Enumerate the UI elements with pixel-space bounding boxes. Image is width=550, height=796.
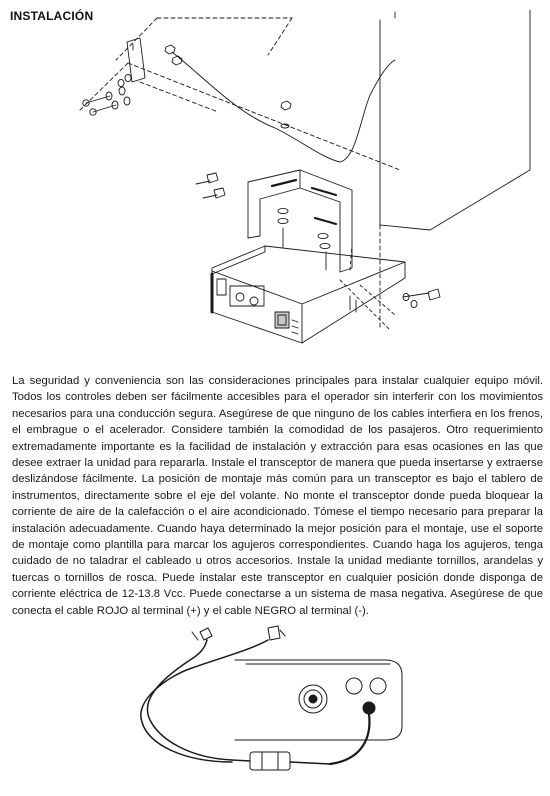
installation-instructions: La seguridad y conveniencia son las consideraciones principales para instalar cualquier equipo móvil. Todos los controles deben ser fácilmente accesibles para el operador sin interferir con los movimientos necesarios para una conducción segura. Asegúrese de que ninguno de los cables interfiera en los frenos, el embrague o el acelerador. Considere también la comodidad de los pasajeros. Otro requerimiento extremadamente importante es la facilidad de instalación y extracción para esas ocasiones en las que desee extraer la unidad para repararla. Instale el transceptor de manera que pueda insertarse y extraerse deslizándose fácilmente. La posición de montaje más común para un transceptor es bajo el tablero de instrumentos, directamente sobre el eje del volante. No monte el transceptor donde pueda bloquear la corriente de aire de la calefacción o el aire acondicionado. Tómese el tiempo necesario para preparar la instalación adecuadamente. Cuando haya determinado la mejor posición para el montaje, use el soporte de montaje como plantilla para marcar los agujeros correspondientes. Cuando haga los agujeros, tenga cuidado de no taladrar el cableado u otros accesorios. Instale la unidad mediante tornillos, arandelas y tuercas o tornillos de rosca. Puede instalar este transceptor en cualquier posición donde disponga de corriente eléctrica de 12-13.8 Vcc. Puede conectarse a un sistema de masa negativa. Asegúrese de que conecta el cable ROJO al terminal (+) y el cable NEGRO al terminal (-). (12, 375, 543, 617)
page-heading: INSTALACIÓN (10, 9, 94, 23)
mounting-bracket-illustration (0, 0, 550, 360)
